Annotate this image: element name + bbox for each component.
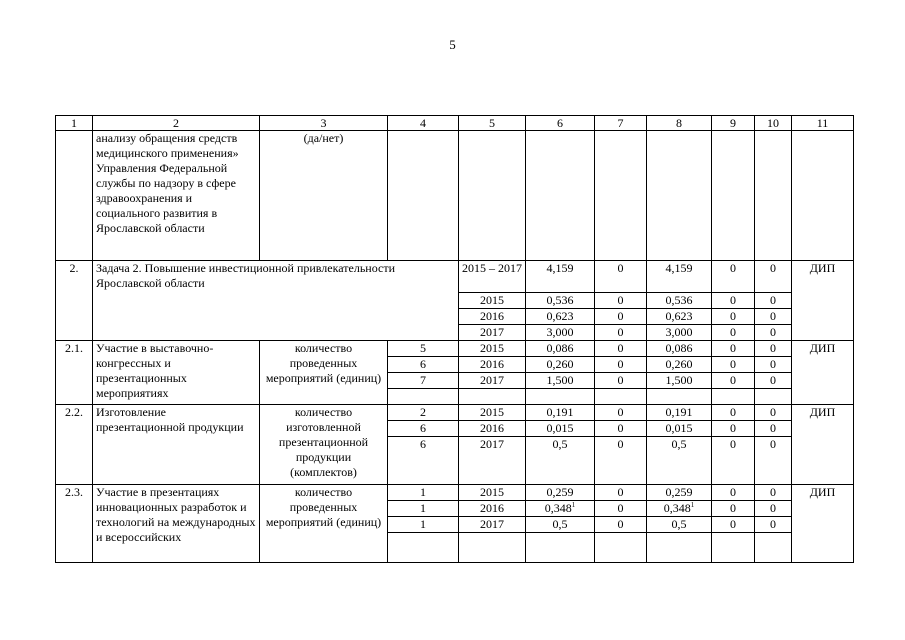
footnote-mark: 1 [571, 501, 576, 509]
other-cell: 0 [755, 501, 792, 517]
federal-cell: 0 [595, 293, 647, 309]
executor-cell: ДИП [792, 405, 854, 485]
activity-name: Участие в презентациях инновационных разработок и технологий на международных и всероссийских [93, 485, 260, 563]
executor-cell: ДИП [792, 261, 854, 341]
regional-cell: 0,015 [647, 421, 712, 437]
other-cell: 0 [755, 341, 792, 357]
federal-cell: 0 [595, 341, 647, 357]
regional-cell: 0,536 [647, 293, 712, 309]
executor-cell: ДИП [792, 341, 854, 405]
indicator-unit: количество проведенных мероприятий (единиц) [260, 341, 388, 405]
local-cell: 0 [712, 357, 755, 373]
local-cell: 0 [712, 437, 755, 485]
executor-cell: ДИП [792, 485, 854, 563]
footnote-mark: 1 [690, 501, 695, 509]
total-cell: 0,259 [526, 485, 595, 501]
row-number: 2.3. [56, 485, 93, 563]
column-number: 10 [755, 116, 792, 131]
local-cell: 0 [712, 309, 755, 325]
column-number: 5 [459, 116, 526, 131]
local-cell: 0 [712, 501, 755, 517]
table-row [56, 131, 854, 261]
indicator-value: 6 [388, 357, 459, 373]
federal-cell: 0 [595, 437, 647, 485]
activity-name: Изготовление презентационной продукции [93, 405, 260, 485]
total-cell: 0,191 [526, 405, 595, 421]
regional-cell: 0,086 [647, 341, 712, 357]
regional-cell [647, 501, 712, 517]
other-cell: 0 [755, 405, 792, 421]
local-cell: 0 [712, 261, 755, 293]
column-number: 11 [792, 116, 854, 131]
local-cell: 0 [712, 517, 755, 533]
task-name: Задача 2. Повышение инвестиционной привлекательности Ярославской области [93, 261, 459, 341]
total-cell [526, 501, 595, 517]
other-cell: 0 [755, 485, 792, 501]
federal-cell: 0 [595, 357, 647, 373]
regional-cell: 0,5 [647, 517, 712, 533]
program-table [55, 115, 854, 563]
local-cell: 0 [712, 421, 755, 437]
year-cell: 2017 [459, 325, 526, 341]
indicator-value: 6 [388, 437, 459, 485]
page-number: 5 [449, 37, 456, 52]
year-cell: 2017 [459, 517, 526, 533]
year-cell: 2016 [459, 501, 526, 517]
other-cell: 0 [755, 293, 792, 309]
other-cell: 0 [755, 437, 792, 485]
regional-cell: 0,259 [647, 485, 712, 501]
other-cell: 0 [755, 517, 792, 533]
indicator-value: 5 [388, 341, 459, 357]
total-cell: 0,086 [526, 341, 595, 357]
federal-cell: 0 [595, 261, 647, 293]
column-number: 3 [260, 116, 388, 131]
other-cell: 0 [755, 373, 792, 389]
other-cell: 0 [755, 357, 792, 373]
total-cell: 0,260 [526, 357, 595, 373]
indicator-unit: (да/нет) [260, 131, 388, 261]
indicator-value: 1 [388, 517, 459, 533]
total-value: 0,348 [544, 501, 572, 515]
indicator-value: 6 [388, 421, 459, 437]
total-cell: 0,623 [526, 309, 595, 325]
federal-cell: 0 [595, 421, 647, 437]
year-cell: 2015 – 2017 [459, 261, 526, 293]
regional-cell: 3,000 [647, 325, 712, 341]
regional-value: 0,348 [663, 501, 691, 515]
total-cell: 0,015 [526, 421, 595, 437]
table-row [56, 405, 854, 421]
federal-cell: 0 [595, 517, 647, 533]
local-cell: 0 [712, 341, 755, 357]
row-number: 2.1. [56, 341, 93, 405]
table-row [56, 261, 854, 293]
indicator-value: 7 [388, 373, 459, 389]
local-cell: 0 [712, 325, 755, 341]
column-number: 9 [712, 116, 755, 131]
indicator-unit: количество проведенных мероприятий (единиц) [260, 485, 388, 563]
federal-cell: 0 [595, 325, 647, 341]
federal-cell: 0 [595, 373, 647, 389]
column-number: 6 [526, 116, 595, 131]
other-cell: 0 [755, 309, 792, 325]
indicator-value: 2 [388, 405, 459, 421]
total-cell: 4,159 [526, 261, 595, 293]
regional-cell: 0,191 [647, 405, 712, 421]
regional-cell: 4,159 [647, 261, 712, 293]
federal-cell: 0 [595, 405, 647, 421]
column-number-row [56, 116, 854, 131]
year-cell: 2015 [459, 485, 526, 501]
total-cell: 1,500 [526, 373, 595, 389]
indicator-unit: количество изготовленной презентационной продукции (комплектов) [260, 405, 388, 485]
row-number: 2.2. [56, 405, 93, 485]
regional-cell: 0,623 [647, 309, 712, 325]
year-cell: 2017 [459, 437, 526, 485]
federal-cell: 0 [595, 501, 647, 517]
local-cell: 0 [712, 293, 755, 309]
indicator-value: 1 [388, 501, 459, 517]
year-cell: 2015 [459, 405, 526, 421]
column-number: 4 [388, 116, 459, 131]
year-cell: 2015 [459, 341, 526, 357]
indicator-value: 1 [388, 485, 459, 501]
row-number: 2. [56, 261, 93, 341]
year-cell: 2015 [459, 293, 526, 309]
regional-cell: 1,500 [647, 373, 712, 389]
local-cell: 0 [712, 405, 755, 421]
total-cell: 0,5 [526, 517, 595, 533]
year-cell: 2016 [459, 421, 526, 437]
other-cell: 0 [755, 325, 792, 341]
table-row [56, 341, 854, 357]
other-cell: 0 [755, 261, 792, 293]
total-cell: 0,536 [526, 293, 595, 309]
column-number: 8 [647, 116, 712, 131]
other-cell: 0 [755, 421, 792, 437]
activity-name: Участие в выставочно-конгрессных и презентационных мероприятиях [93, 341, 260, 405]
table-row [56, 485, 854, 501]
federal-cell: 0 [595, 309, 647, 325]
federal-cell: 0 [595, 485, 647, 501]
column-number: 2 [93, 116, 260, 131]
regional-cell: 0,5 [647, 437, 712, 485]
regional-cell: 0,260 [647, 357, 712, 373]
total-cell: 0,5 [526, 437, 595, 485]
column-number: 7 [595, 116, 647, 131]
year-cell: 2016 [459, 309, 526, 325]
year-cell: 2017 [459, 373, 526, 389]
year-cell: 2016 [459, 357, 526, 373]
column-number: 1 [56, 116, 93, 131]
local-cell: 0 [712, 485, 755, 501]
activity-name: анализу обращения средств медицинского применения» Управления Федеральной службы по надзору в сфере здравоохранения и социального развития в Ярославской области [93, 131, 260, 261]
local-cell: 0 [712, 373, 755, 389]
total-cell: 3,000 [526, 325, 595, 341]
